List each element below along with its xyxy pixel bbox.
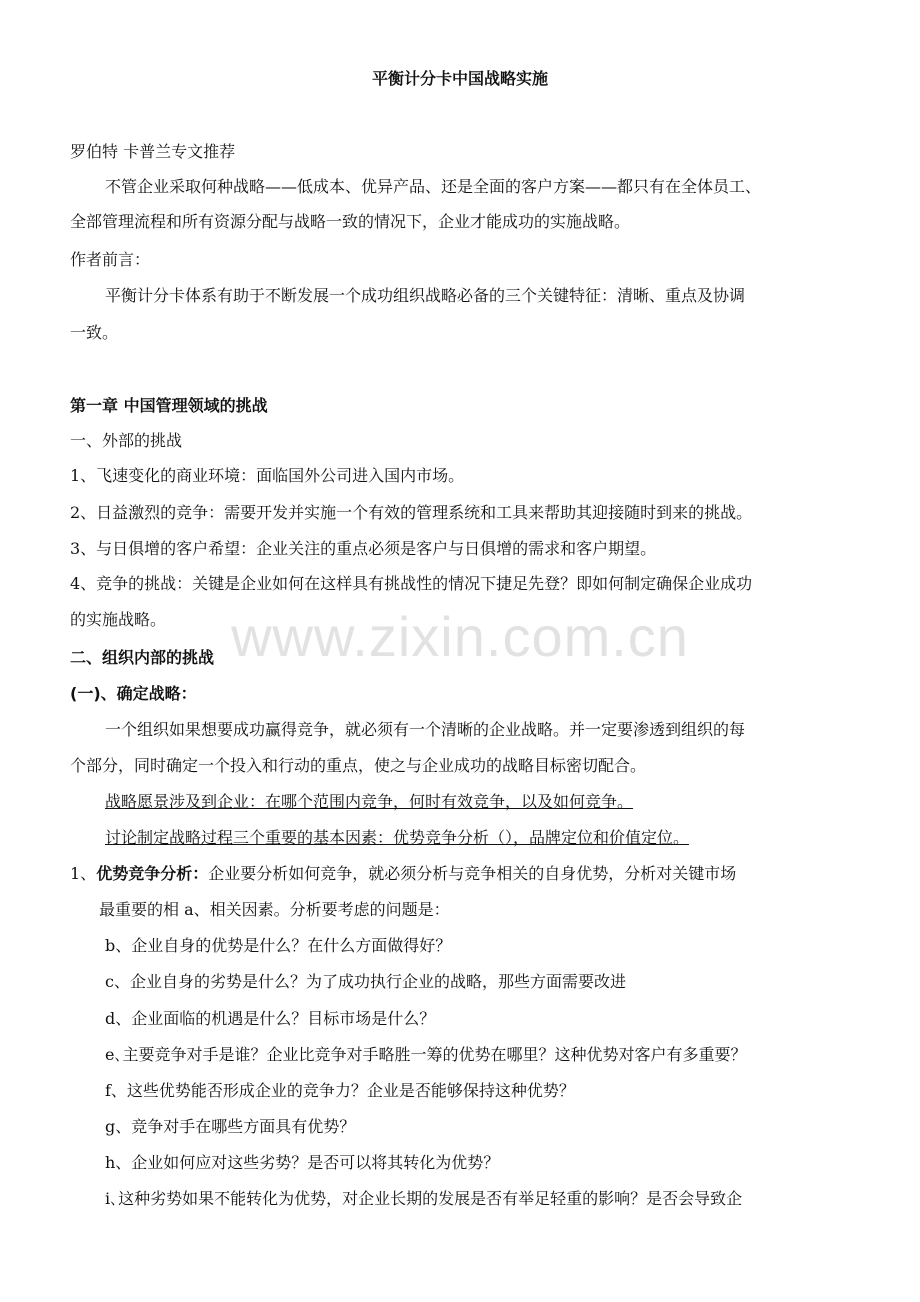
question-item: g、竞争对手在哪些方面具有优势？ xyxy=(105,1117,356,1136)
question-item: h、企业如何应对这些劣势？是否可以将其转化为优势？ xyxy=(105,1153,500,1172)
analysis-item-continuation: 最重要的相 a、相关因素。分析要考虑的问题是： xyxy=(99,900,450,919)
question-item: f、这些优势能否形成企业的竞争力？企业是否能够保持这种优势？ xyxy=(105,1081,575,1100)
body-paragraph-line: 个部分，同时确定一个投入和行动的重点，使之与企业成功的战略目标密切配合。 xyxy=(70,756,647,775)
watermark: www.zixin.com.cn xyxy=(231,605,689,668)
body-paragraph-line: 一个组织如果想要成功赢得竞争，就必须有一个清晰的企业战略。并一定要渗透到组织的每 xyxy=(105,720,746,739)
question-item: c、企业自身的劣势是什么？为了成功执行企业的战略，那些方面需要改进 xyxy=(105,972,626,991)
chapter-heading: 第一章 中国管理领域的挑战 xyxy=(70,396,268,415)
list-item: 3、与日俱增的客户希望：企业关注的重点必须是客户与日俱增的需求和客户期望。 xyxy=(70,539,657,558)
analysis-item xyxy=(70,863,736,885)
analysis-item-number: 1、 xyxy=(70,864,97,883)
underlined-statement: 战略愿景涉及到企业：在哪个范围内竞争，何时有效竞争，以及如何竞争。 xyxy=(105,792,634,811)
list-item-continuation: 的实施战略。 xyxy=(70,610,167,629)
preface-heading: 作者前言： xyxy=(70,250,151,269)
list-item: 2、日益激烈的竞争：需要开发并实施一个有效的管理系统和工具来帮助其迎接随时到来的挑战。 xyxy=(70,503,753,522)
document-title: 平衡计分卡中国战略实施 xyxy=(371,69,548,88)
preface-paragraph-line: 平衡计分卡体系有助于不断发展一个成功组织战略必备的三个关键特征：清晰、重点及协调 xyxy=(105,286,746,305)
question-item: d、企业面临的机遇是什么？目标市场是什么？ xyxy=(105,1009,436,1028)
preface-paragraph-line: 一致。 xyxy=(70,323,119,342)
question-item: i､这种劣势如果不能转化为优势，对企业长期的发展是否有举足轻重的影响？是否会导致企 xyxy=(105,1189,743,1208)
subsection-heading: (一)、确定战略： xyxy=(70,684,197,703)
subtitle-line: 罗伯特 卡普兰专文推荐 xyxy=(70,142,236,161)
analysis-item-text: 企业要分析如何竞争，就必须分析与竞争相关的自身优势，分析对关键市场 xyxy=(208,864,737,883)
analysis-item-heading: 优势竞争分析： xyxy=(96,864,209,883)
underlined-statement: 讨论制定战略过程三个重要的基本因素：优势竞争分析（），品牌定位和价值定位。 xyxy=(105,828,690,847)
list-item: 1、飞速变化的商业环境：面临国外公司进入国内市场。 xyxy=(70,466,465,485)
question-item: e､主要竞争对手是谁？企业比竞争对手略胜一筹的优势在哪里？这种优势对客户有多重要？ xyxy=(105,1045,747,1064)
list-item: 4、竞争的挑战：关键是企业如何在这样具有挑战性的情况下捷足先登？即如何制定确保企业成功 xyxy=(70,574,753,593)
section-heading: 二、组织内部的挑战 xyxy=(70,648,215,667)
question-item: b、企业自身的优势是什么？在什么方面做得好？ xyxy=(105,936,452,955)
intro-paragraph-line: 不管企业采取何种战略——低成本、优异产品、还是全面的客户方案——都只有在全体员工、 xyxy=(105,177,762,196)
intro-paragraph-line: 全部管理流程和所有资源分配与战略一致的情况下，企业才能成功的实施战略。 xyxy=(70,212,631,231)
section-heading: 一、外部的挑战 xyxy=(70,431,183,450)
